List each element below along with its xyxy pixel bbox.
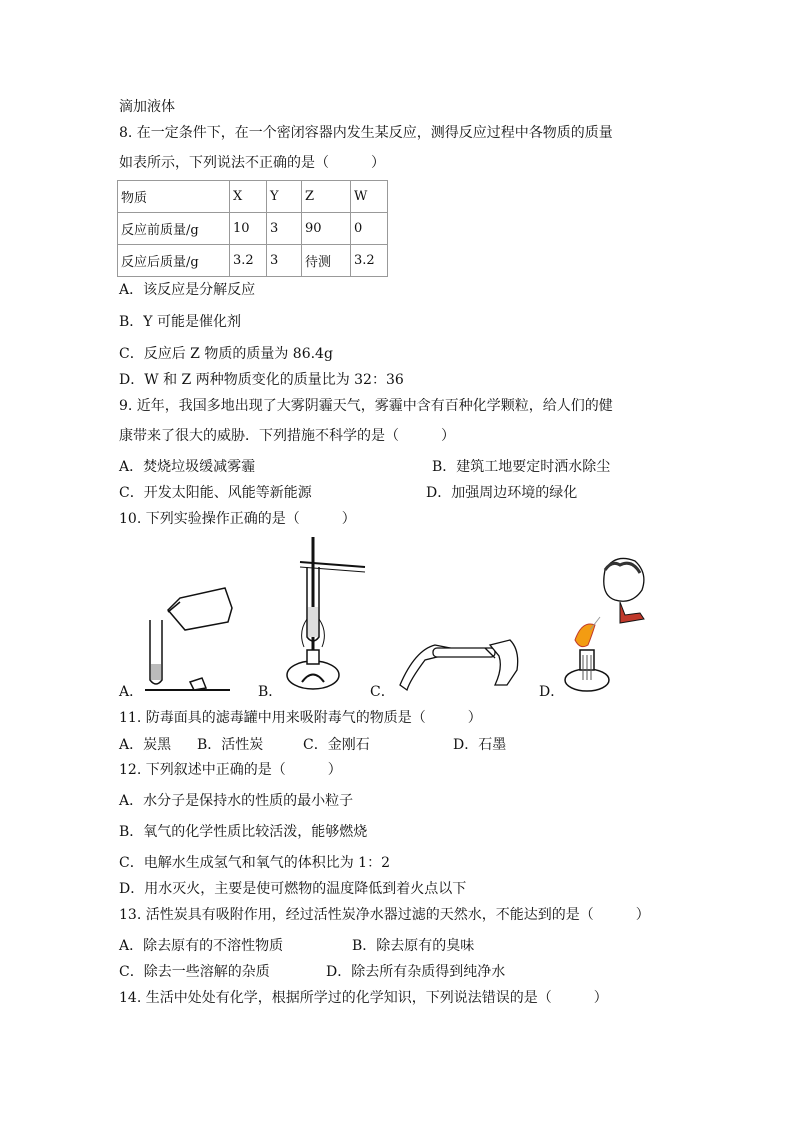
table-cell: Y xyxy=(267,181,302,213)
q8-option-d: D．W 和 Z 两种物质变化的质量比为 32：36 xyxy=(119,372,404,388)
q12-option-b: B．氧气的化学性质比较活泼，能够燃烧 xyxy=(119,824,368,840)
table-cell: Z xyxy=(302,181,351,213)
q13-option-a: A．除去原有的不溶性物质 xyxy=(119,938,284,954)
table-cell: 反应前质量/g xyxy=(118,213,230,245)
q12-option-d: D．用水灭火，主要是使可燃物的温度降低到着火点以下 xyxy=(119,881,467,897)
table-row-before xyxy=(118,213,388,245)
question-9-stem-cont: 康带来了很大的威胁．下列措施不科学的是（ ） xyxy=(119,428,455,444)
figure-d-blowing xyxy=(560,555,650,695)
table-row-header xyxy=(118,181,388,213)
q12-option-c: C．电解水生成氢气和氧气的体积比为 1：2 xyxy=(119,855,390,871)
q8-option-a: A．该反应是分解反应 xyxy=(119,282,256,298)
figure-c-label: C． xyxy=(370,684,395,700)
question-9-stem: 9. 近年，我国多地出现了大雾阴霾天气，雾霾中含有百种化学颗粒，给人们的健 xyxy=(119,398,613,414)
q9-option-b: B．建筑工地要定时洒水除尘 xyxy=(432,459,611,475)
table-cell: 10 xyxy=(230,213,267,245)
q11-option-b: B．活性炭 xyxy=(197,737,264,753)
figure-b-heating xyxy=(280,537,370,697)
q9-option-d: D．加强周边环境的绿化 xyxy=(426,485,578,501)
q13-option-b: B．除去原有的臭味 xyxy=(352,938,475,954)
q11-option-d: D．石墨 xyxy=(453,737,507,753)
q13-option-d: D．除去所有杂质得到纯净水 xyxy=(326,964,506,980)
table-cell: 物质 xyxy=(118,181,230,213)
mass-table xyxy=(117,180,388,277)
q8-option-c: C．反应后 Z 物质的质量为 86.4g xyxy=(119,346,333,362)
question-12-stem: 12. 下列叙述中正确的是（ ） xyxy=(119,762,342,778)
table-cell: 反应后质量/g xyxy=(118,245,230,277)
figure-b-label: B． xyxy=(258,684,283,700)
table-cell: 0 xyxy=(351,213,388,245)
q12-option-a: A．水分子是保持水的性质的最小粒子 xyxy=(119,793,354,809)
table-cell: X xyxy=(230,181,267,213)
q8-option-b: B．Y 可能是催化剂 xyxy=(119,314,241,330)
table-cell: 待测 xyxy=(302,245,351,277)
figure-a-label: A． xyxy=(119,684,144,700)
table-cell: 3 xyxy=(267,245,302,277)
table-cell: W xyxy=(351,181,388,213)
question-10-stem: 10. 下列实验操作正确的是（ ） xyxy=(119,511,356,527)
q9-option-c: C．开发太阳能、风能等新能源 xyxy=(119,485,312,501)
table-row-after xyxy=(118,245,388,277)
question-8-stem-cont: 如表所示，下列说法不正确的是（ ） xyxy=(119,155,385,171)
q11-option-c: C．金刚石 xyxy=(303,737,370,753)
question-8-stem: 8. 在一定条件下，在一个密闭容器内发生某反应，测得反应过程中各物质的质量 xyxy=(119,125,613,141)
figure-c-hands xyxy=(395,630,525,695)
q9-option-a: A．焚烧垃圾缓减雾霾 xyxy=(119,459,256,475)
q11-option-a: A．炭黑 xyxy=(119,737,172,753)
question-11-stem: 11. 防毒面具的滤毒罐中用来吸附毒气的物质是（ ） xyxy=(119,710,482,726)
figure-a-pouring xyxy=(140,580,235,695)
table-cell: 3.2 xyxy=(351,245,388,277)
fragment-line: 滴加液体 xyxy=(119,99,175,115)
figure-d-label: D． xyxy=(539,684,565,700)
question-13-stem: 13. 活性炭具有吸附作用，经过活性炭净水器过滤的天然水，不能达到的是（ ） xyxy=(119,907,650,923)
q13-option-c: C．除去一些溶解的杂质 xyxy=(119,964,270,980)
table-cell: 3.2 xyxy=(230,245,267,277)
table-cell: 90 xyxy=(302,213,351,245)
table-cell: 3 xyxy=(267,213,302,245)
question-14-stem: 14. 生活中处处有化学，根据所学过的化学知识，下列说法错误的是（ ） xyxy=(119,990,608,1006)
